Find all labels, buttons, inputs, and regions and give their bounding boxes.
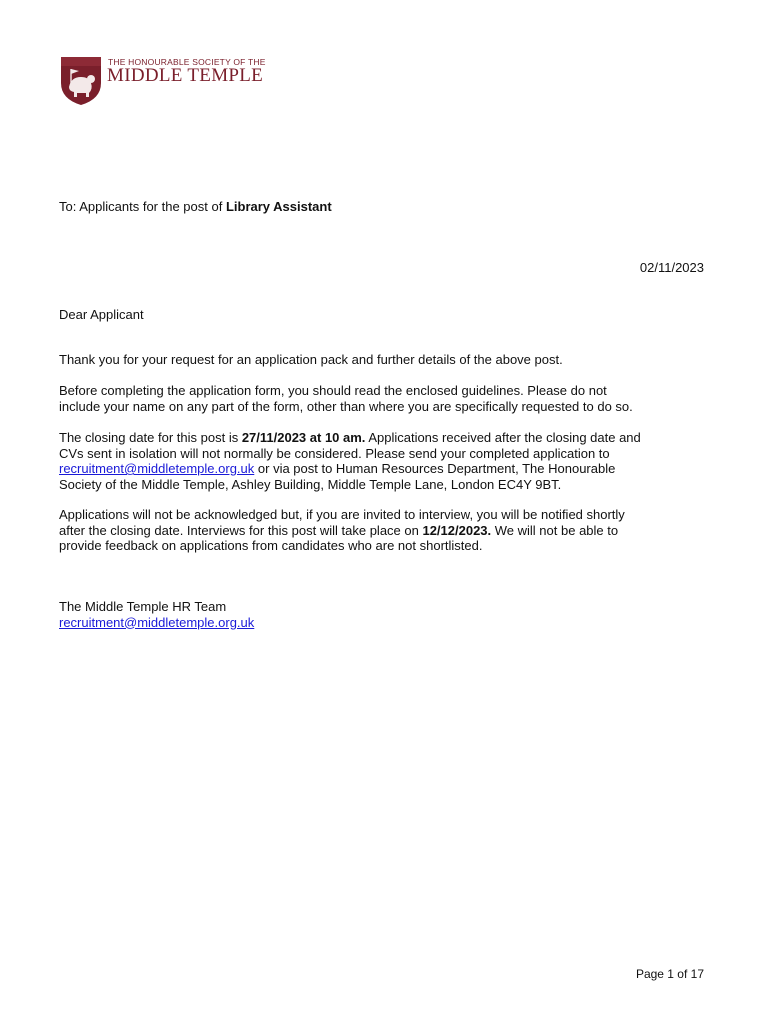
paragraph-line: Applications will not be acknowledged but, if you are invited to interview, you will be notified shortly [59, 507, 625, 522]
paragraph-line: provide feedback on applications from candidates who are not shortlisted. [59, 538, 483, 553]
letter-date: 02/11/2023 [639, 260, 704, 275]
interview-date: 12/12/2023. [422, 522, 492, 538]
recipient-line [59, 199, 332, 215]
closing-suffix: Applications received after the closing date and [365, 430, 641, 445]
interview-suffix: We will not be able to [491, 522, 619, 538]
lamb-crest-icon [59, 55, 103, 107]
paragraph-closing-date [59, 430, 641, 492]
salutation: Dear Applicant [59, 307, 144, 322]
paragraph-line: CVs sent in isolation will not normally be considered. Please send your completed application to [59, 445, 610, 461]
recruitment-email-link[interactable]: recruitment@middletemple.org.uk [59, 461, 255, 476]
page-number: Page 1 of 17 [635, 967, 704, 981]
paragraph-line: Before completing the application form, you should read the enclosed guidelines. Please do not [59, 383, 607, 398]
closing-prefix: The closing date for this post is [59, 430, 242, 445]
interview-prefix: after the closing date. Interviews for this post will take place on [59, 522, 423, 538]
signature-email-link[interactable]: recruitment@middletemple.org.uk [59, 614, 255, 630]
recipient-prefix: To: Applicants for the post of [59, 199, 223, 214]
paragraph-line: include your name on any part of the form, other than where you are specifically requested to do so. [59, 398, 633, 414]
logo-title: MIDDLE TEMPLE [107, 65, 264, 86]
paragraph-line [59, 461, 641, 477]
signature-name: The Middle Temple HR Team [59, 599, 227, 614]
logo-subtitle: THE HONOURABLE SOCIETY OF THE [108, 57, 266, 67]
paragraph-line [59, 523, 625, 539]
signature-block [59, 599, 254, 630]
paragraph-guidelines [59, 383, 633, 414]
post-title: Library Assistant [225, 199, 332, 214]
paragraph-line [59, 430, 641, 446]
paragraph-thanks: Thank you for your request for an application pack and further details of the above post. [59, 352, 563, 367]
closing-date: 27/11/2023 at 10 am. [241, 430, 366, 445]
paragraph-line: Society of the Middle Temple, Ashley Building, Middle Temple Lane, London EC4Y 9BT. [59, 476, 562, 492]
middle-temple-logo [59, 55, 279, 107]
paragraph-interview [59, 507, 625, 554]
postal-text: or via post to Human Resources Department, The Honourable [254, 461, 616, 476]
